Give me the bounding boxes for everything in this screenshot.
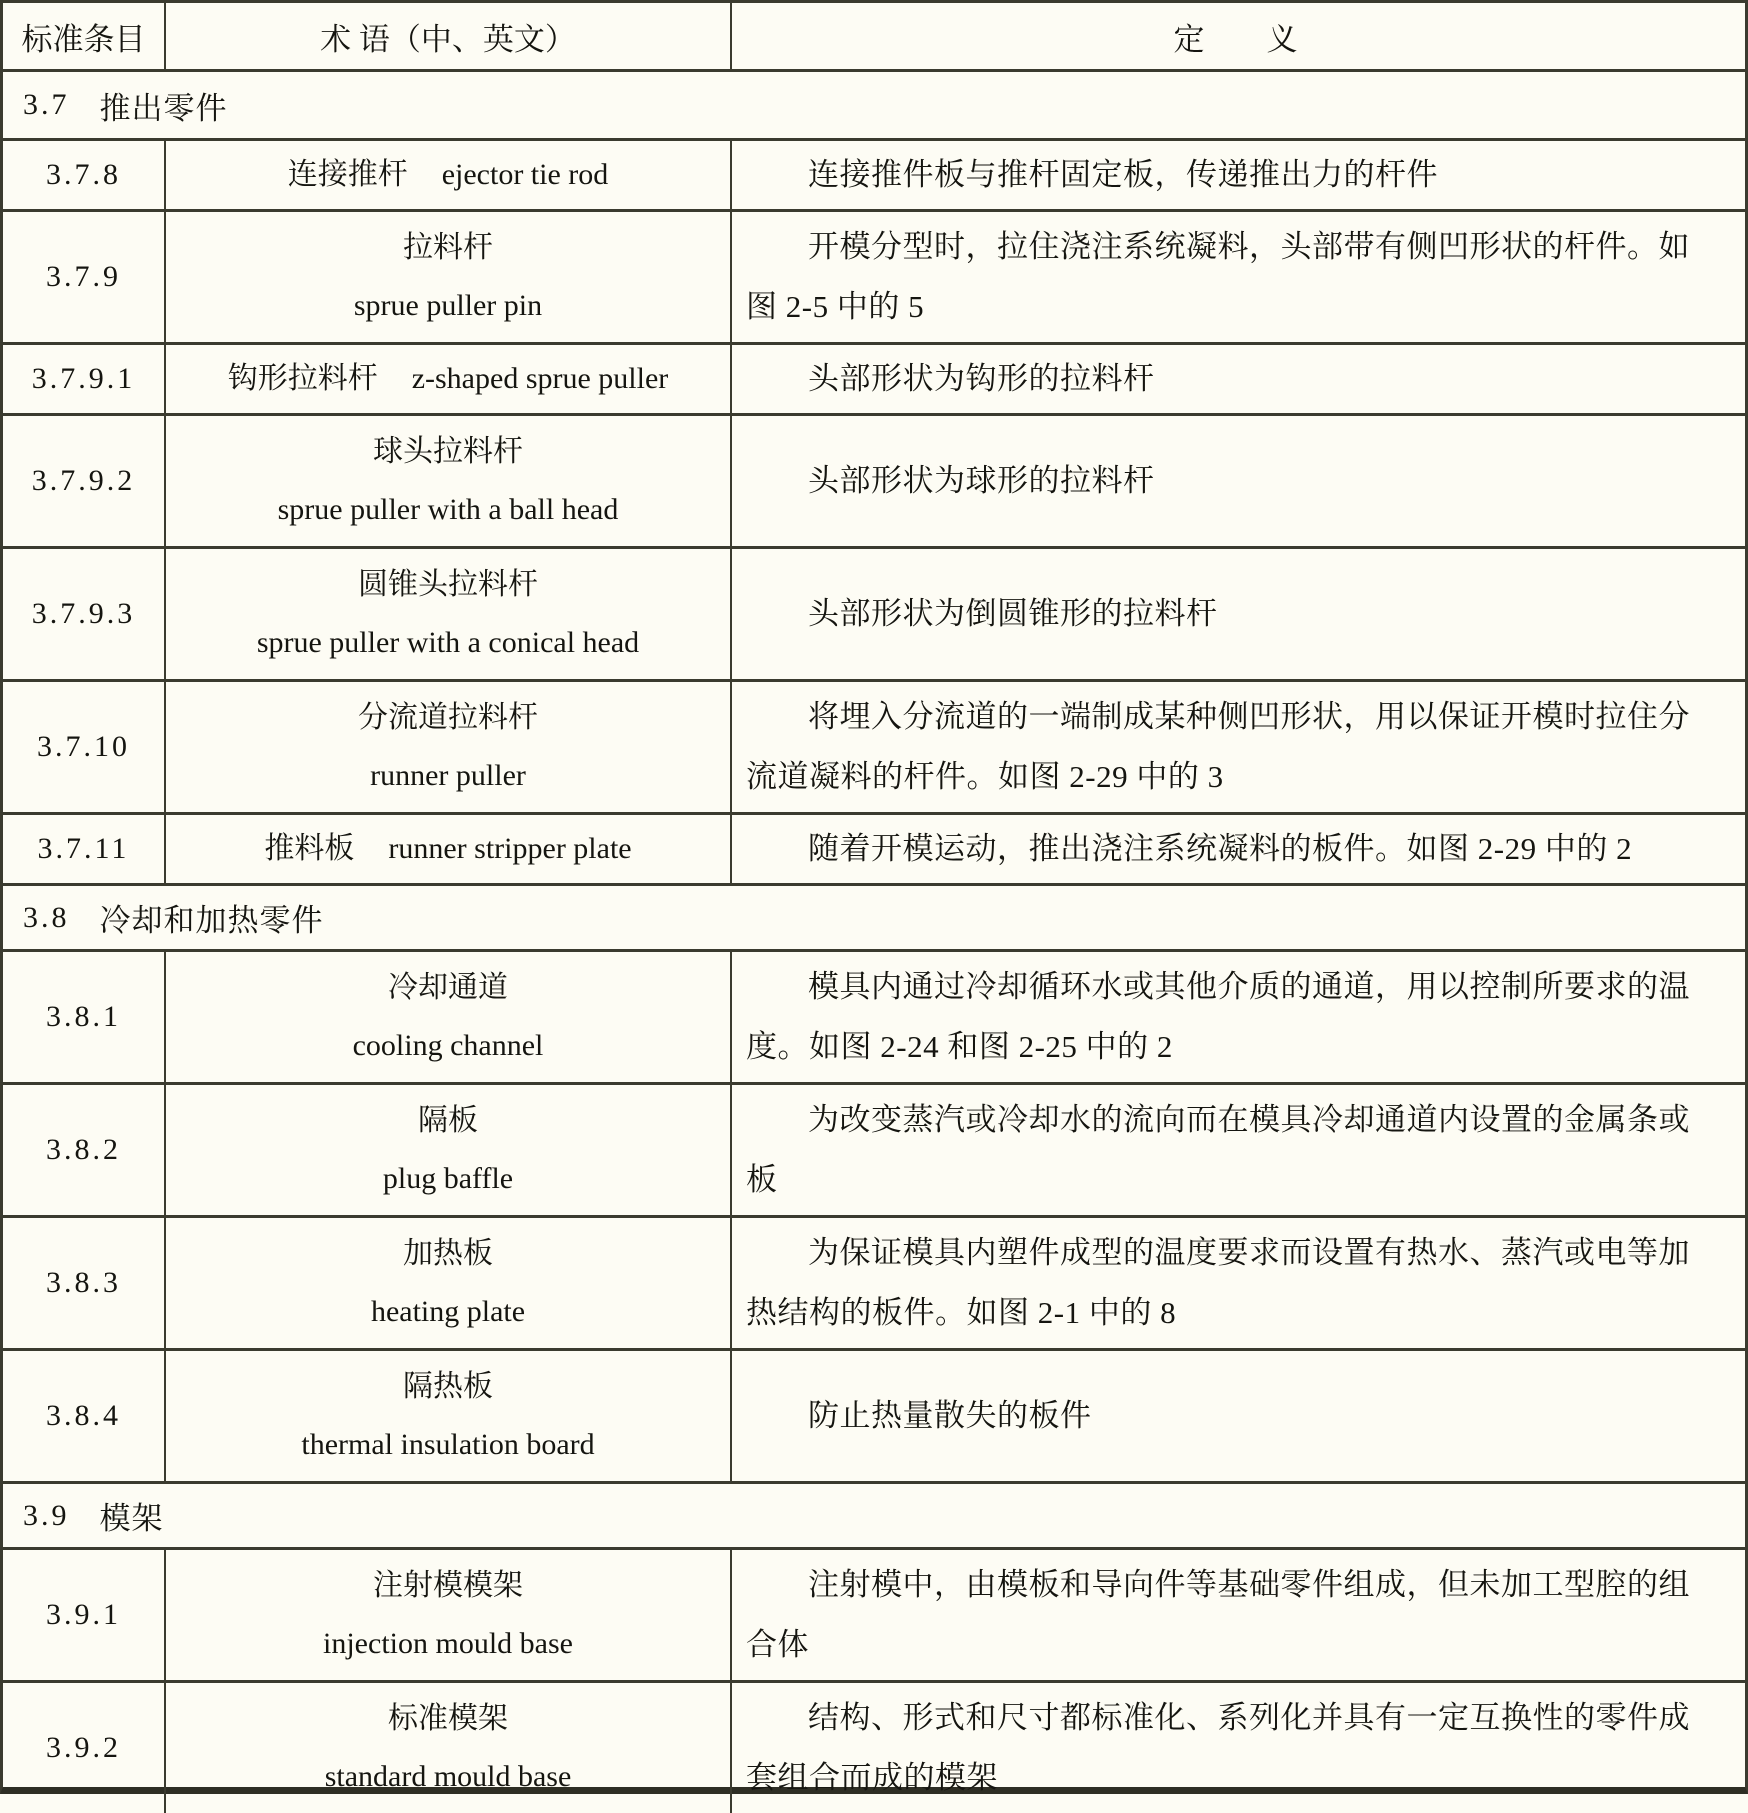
standard-item-number: 3.7.8 (46, 158, 121, 191)
term-chinese: 分流道拉料杆 (358, 701, 538, 735)
definition-line: 随着开模运动，推出浇注系统凝料的板件。如图 2-29 中的 2 (808, 831, 1633, 866)
header-cell-term (166, 3, 732, 69)
definition-line: 度。如图 2-24 和图 2-25 中的 2 (746, 1029, 1173, 1064)
definition-cell (732, 815, 1745, 883)
term-row (3, 413, 1745, 546)
table-header-row (3, 3, 1745, 69)
term-chinese: 圆锥头拉料杆 (358, 568, 538, 602)
standard-item-cell (3, 212, 166, 342)
header-cell-standard-item (3, 3, 166, 69)
standard-item-number: 3.7.11 (37, 832, 130, 865)
standard-item-cell (3, 141, 166, 209)
section-title: 模架 (99, 1501, 164, 1536)
header-label-standard-item: 标准条目 (21, 21, 146, 57)
standard-item-cell (3, 1085, 166, 1215)
standard-item-cell (3, 345, 166, 413)
term-english: ejector tie rod (441, 158, 609, 191)
standard-item-number: 3.9.2 (46, 1731, 121, 1764)
term-english: z-shaped sprue puller (411, 362, 669, 395)
standard-item-number: 3.9.1 (46, 1598, 121, 1631)
term-row (3, 1215, 1745, 1348)
section-row (3, 72, 1745, 138)
section-row (3, 1481, 1745, 1547)
section-row (3, 883, 1745, 949)
standard-item-cell (3, 815, 166, 883)
table-body (3, 69, 1745, 1813)
definition-cell (732, 682, 1745, 812)
definition-line: 开模分型时，拉住浇注系统凝料，头部带有侧凹形状的杆件。如 (808, 229, 1690, 264)
section-title: 冷却和加热零件 (99, 903, 324, 938)
term-english: runner stripper plate (388, 832, 632, 865)
standard-item-cell (3, 1218, 166, 1348)
term-chinese: 注射模模架 (373, 1569, 523, 1603)
standard-item-number: 3.8.2 (46, 1133, 121, 1166)
term-row (3, 546, 1745, 679)
term-cell (166, 952, 732, 1082)
standard-item-cell (3, 682, 166, 812)
definition-cell (732, 549, 1745, 679)
term-row (3, 1547, 1745, 1680)
term-row (3, 209, 1745, 342)
term-row (3, 138, 1745, 209)
definition-cell (732, 416, 1745, 546)
term-row (3, 1348, 1745, 1481)
definition-line: 防止热量散失的板件 (808, 1398, 1092, 1433)
header-cell-definition (732, 3, 1745, 69)
definition-line: 流道凝料的杆件。如图 2-29 中的 3 (746, 759, 1224, 794)
term-cell (166, 682, 732, 812)
term-row (3, 679, 1745, 812)
term-chinese: 加热板 (403, 1237, 493, 1271)
term-english: sprue puller with a ball head (277, 492, 619, 526)
definition-cell (732, 212, 1745, 342)
term-english: runner puller (370, 758, 526, 792)
section-number: 3.7 (23, 88, 70, 121)
term-english: thermal insulation board (301, 1427, 595, 1461)
definition-line: 模具内通过冷却循环水或其他介质的通道，用以控制所要求的温 (808, 969, 1690, 1004)
definition-line: 结构、形式和尺寸都标准化、系列化并具有一定互换性的零件成 (808, 1700, 1690, 1735)
definition-cell (732, 141, 1745, 209)
section-title: 推出零件 (99, 90, 228, 126)
term-cell (166, 1218, 732, 1348)
header-label-term: 术 语（中、英文） (320, 21, 576, 57)
section-number: 3.9 (23, 1498, 70, 1532)
term-line (288, 150, 609, 200)
standard-item-cell (3, 1351, 166, 1481)
definition-line: 为改变蒸汽或冷却水的流向而在模具冷却通道内设置的金属条或 (808, 1102, 1690, 1137)
term-row (3, 1082, 1745, 1215)
term-english: injection mould base (323, 1626, 573, 1660)
term-cell (166, 212, 732, 342)
definition-cell (732, 1550, 1745, 1680)
term-chinese: 隔热板 (403, 1370, 493, 1404)
term-chinese: 球头拉料杆 (373, 435, 523, 469)
standard-item-number: 3.7.9.1 (31, 362, 136, 395)
standard-item-cell (3, 952, 166, 1082)
term-cell (166, 1550, 732, 1680)
term-cell (166, 549, 732, 679)
definition-cell (732, 1085, 1745, 1215)
term-row (3, 342, 1745, 413)
standard-item-number: 3.8.4 (46, 1399, 121, 1432)
standard-item-number: 3.7.9.2 (31, 464, 136, 497)
term-cell (166, 1351, 732, 1481)
term-line (228, 354, 669, 404)
standard-item-number: 3.7.9.3 (31, 597, 136, 630)
term-chinese: 连接推杆 (287, 158, 408, 191)
term-english: cooling channel (352, 1028, 544, 1062)
definition-line: 为保证模具内塑件成型的温度要求而设置有热水、蒸汽或电等加 (808, 1235, 1690, 1270)
definition-cell (732, 345, 1745, 413)
standard-item-number: 3.8.1 (46, 1000, 121, 1033)
definition-line: 将埋入分流道的一端制成某种侧凹形状，用以保证开模时拉住分 (808, 699, 1690, 734)
term-chinese: 标准模架 (388, 1702, 508, 1736)
standard-item-number: 3.7.9 (46, 260, 121, 293)
term-row (3, 1680, 1745, 1813)
definition-line: 板 (746, 1162, 778, 1197)
definition-cell (732, 1351, 1745, 1481)
term-chinese: 隔板 (418, 1104, 478, 1138)
term-cell (166, 416, 732, 546)
definition-cell (732, 1218, 1745, 1348)
definition-line: 头部形状为钩形的拉料杆 (808, 361, 1155, 396)
term-english: plug baffle (382, 1161, 514, 1195)
standard-item-cell (3, 549, 166, 679)
term-chinese: 拉料杆 (403, 231, 493, 265)
standard-item-number: 3.7.10 (37, 730, 130, 763)
term-chinese: 冷却通道 (388, 971, 508, 1005)
definition-line: 热结构的板件。如图 2-1 中的 8 (746, 1295, 1177, 1330)
header-label-definition: 定 义 (1173, 21, 1298, 57)
term-cell (166, 141, 732, 209)
definition-line: 连接推件板与推杆固定板，传递推出力的杆件 (808, 157, 1438, 192)
term-english: sprue puller pin (353, 288, 543, 322)
term-cell (166, 1085, 732, 1215)
term-english: standard mould base (324, 1759, 572, 1793)
term-row (3, 812, 1745, 883)
term-row (3, 949, 1745, 1082)
definition-line: 图 2-5 中的 5 (746, 289, 925, 324)
term-cell (166, 815, 732, 883)
term-chinese: 推料板 (264, 832, 355, 865)
term-line (264, 824, 631, 874)
definition-line: 注射模中，由模板和导向件等基础零件组成，但未加工型腔的组 (808, 1567, 1690, 1602)
definition-cell (732, 952, 1745, 1082)
standard-item-number: 3.8.3 (46, 1266, 121, 1299)
term-english: heating plate (370, 1294, 526, 1328)
term-chinese: 钩形拉料杆 (227, 362, 378, 395)
section-number: 3.8 (23, 900, 70, 934)
term-english: sprue puller with a conical head (256, 625, 640, 659)
definition-line: 头部形状为倒圆锥形的拉料杆 (808, 596, 1218, 631)
term-cell (166, 345, 732, 413)
definition-line: 套组合而成的模架 (746, 1760, 998, 1795)
definition-line: 头部形状为球形的拉料杆 (808, 463, 1155, 498)
standard-item-cell (3, 416, 166, 546)
definition-line: 合体 (746, 1627, 809, 1662)
standard-item-cell (3, 1550, 166, 1680)
